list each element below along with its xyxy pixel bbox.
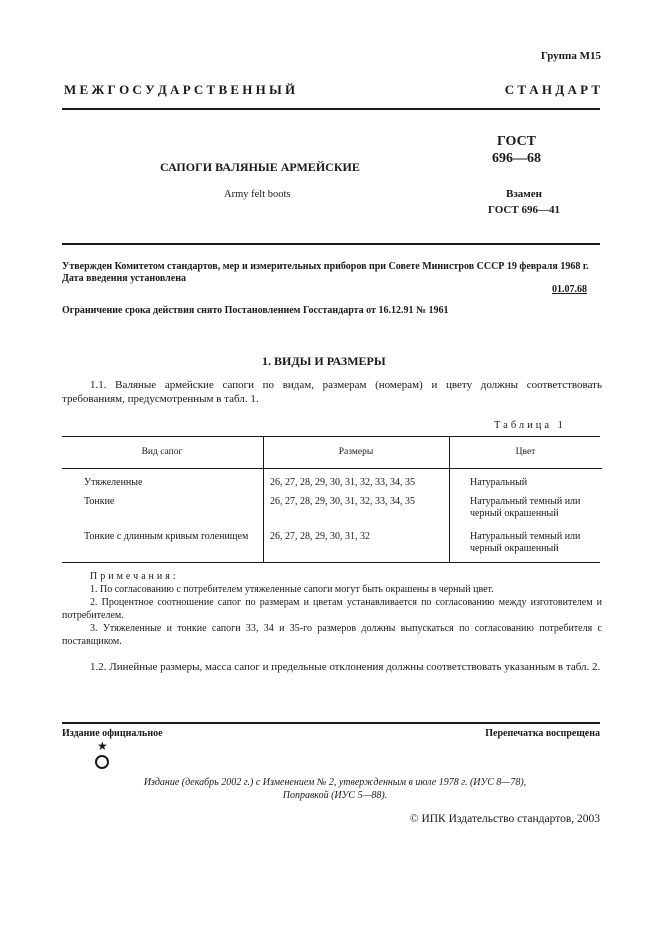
paragraph-1-1	[62, 378, 602, 406]
note-item: 1. По согласованию с потребителем утяжеленные сапоги могут быть окрашены в черный цвет.	[90, 584, 494, 595]
cell-type: Тонкие	[62, 492, 264, 527]
note-item: 3. Утяжеленные и тонкие сапоги 33, 34 и 35-го размеров должны выпускаться по согласованию потребителя с поставщиком.	[62, 623, 602, 647]
table-row	[62, 527, 602, 562]
replaces-block	[488, 186, 560, 218]
gost-number	[492, 133, 541, 167]
reprint-prohibited-label: Перепечатка воспрещена	[485, 728, 600, 739]
approval-line: Утвержден Комитетом стандартов, мер и измерительных приборов при Совете Министров СССР 19 февраля 1968 г.	[62, 261, 589, 272]
banner-standard: С Т А Н Д А Р Т	[504, 82, 600, 97]
group-code: Группа М15	[540, 50, 601, 62]
cell-color: Натуральный темный или черный окрашенный	[470, 531, 581, 554]
gost-code: 696—68	[492, 151, 541, 166]
table-row	[62, 492, 602, 527]
section-heading: 1. ВИДЫ И РАЗМЕРЫ	[262, 354, 386, 368]
paragraph-text: 1.1. Валяные армейские сапоги по видам, размерам (номерам) и цвету должны соответствовать требованиям, предусмотренным в табл. 1.	[62, 379, 602, 405]
table-header-row	[62, 436, 602, 469]
document-title: САПОГИ ВАЛЯНЫЕ АРМЕЙСКИЕ	[160, 160, 360, 174]
document-subtitle: Army felt boots	[224, 189, 291, 200]
banner-interstate: М Е Ж Г О С У Д А Р С Т В Е Н Н Ы Й	[64, 82, 296, 97]
note-item: 2. Процентное соотношение сапог по размерам и цветам устанавливается по согласованию между изготовителем и потребителем.	[62, 597, 602, 621]
gost-label: ГОСТ	[496, 134, 537, 149]
notes-heading: Примечания:	[90, 571, 179, 582]
cell-type: Утяжеленные	[62, 469, 264, 493]
table-row	[62, 469, 602, 493]
circle-icon	[95, 755, 109, 769]
copyright: © ИПК Издательство стандартов, 2003	[409, 813, 600, 825]
replaces-code: ГОСТ 696—41	[488, 204, 560, 216]
col-header-color: Цвет	[450, 436, 603, 469]
cell-sizes: 26, 27, 28, 29, 30, 31, 32	[264, 527, 450, 562]
star-icon: ★	[97, 739, 108, 753]
title-rule	[62, 243, 600, 245]
edition-note: Издание (декабрь 2002 г.) с Изменением № 2, утвержденным в июле 1978 г. (ИУС 8—78), Поправкой (ИУС 5—88).	[143, 777, 527, 801]
sizes-table	[62, 436, 602, 562]
notes-block	[62, 570, 602, 648]
cell-type: Тонкие с длинным кривым голенищем	[62, 527, 264, 562]
replaces-label: Взамен	[505, 188, 542, 200]
col-header-sizes: Размеры	[264, 436, 450, 469]
table-caption: Таблица 1	[494, 420, 566, 431]
standard-banner	[64, 82, 600, 98]
paragraph-text: 1.2. Линейные размеры, масса сапог и предельные отклонения должны соответствовать указанным в табл. 2.	[90, 661, 601, 673]
paragraph-1-2	[62, 660, 602, 674]
effective-date-label: Дата введения установлена	[62, 273, 186, 284]
cell-sizes: 26, 27, 28, 29, 30, 31, 32, 33, 34, 35	[264, 492, 450, 527]
cell-color: Натуральный темный или черный окрашенный	[470, 496, 581, 519]
approval-text	[62, 261, 602, 285]
table-bottom-rule	[62, 562, 600, 563]
limit-removed: Ограничение срока действия снято Постановлением Госстандарта от 16.12.91 № 1961	[62, 305, 449, 316]
official-edition-label: Издание официальное	[62, 728, 163, 739]
cell-color: Натуральный	[470, 477, 528, 488]
effective-date: 01.07.68	[552, 284, 587, 295]
col-header-type: Вид сапог	[62, 436, 264, 469]
footer-rule	[62, 722, 600, 724]
cell-sizes: 26, 27, 28, 29, 30, 31, 32, 33, 34, 35	[264, 469, 450, 493]
header-rule	[62, 108, 600, 110]
